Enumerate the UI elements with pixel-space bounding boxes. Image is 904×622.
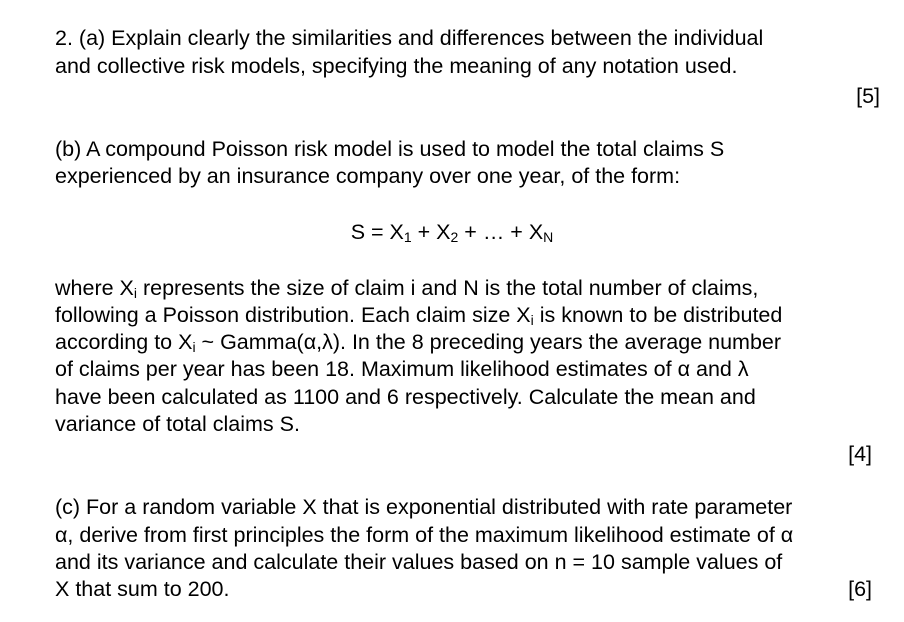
part-b-body-line-3: according to $X_i$ ~ Gamma(α,λ). In the 8 preceding years the average number xyxy=(55,330,782,355)
part-b-body-line-5: have been calculated as 1100 and 6 respectively. Calculate the mean and xyxy=(55,385,756,409)
part-c-line-2: α, derive from first principles the form of the maximum likelihood estimate of α xyxy=(55,523,794,547)
formula-lhs: S = X xyxy=(350,220,404,244)
part-b-body-line-1: where $X_i$ represents the size of claim i and N is the total number of claims, xyxy=(55,276,759,301)
part-a-marks: [5] xyxy=(856,84,880,108)
formula-term-2: + X xyxy=(411,220,451,244)
part-c-line-3: and its variance and calculate their values based on n = 10 sample values of xyxy=(55,550,783,574)
part-b-body-line-4: of claims per year has been 18. Maximum likelihood estimates of α and λ xyxy=(55,357,749,381)
part-a-line-1: 2. (a) Explain clearly the similarities and differences between the individual xyxy=(55,26,764,50)
formula-subscript-1: 1 xyxy=(403,229,412,245)
part-c-line-1: (c) For a random variable X that is exponential distributed with rate parameter xyxy=(55,495,793,519)
part-b-intro-line-1: (b) A compound Poisson risk model is used to model the total claims S xyxy=(55,137,725,161)
part-a-line-2: and collective risk models, specifying the meaning of any notation used. xyxy=(55,54,738,78)
formula-subscript-2: 2 xyxy=(450,229,459,245)
formula-ellipsis: + … + X xyxy=(458,220,544,244)
part-b-body-line-6: variance of total claims S. xyxy=(55,412,300,436)
part-b-marks: [4] xyxy=(848,442,872,466)
part-b-intro-line-2: experienced by an insurance company over one year, of the form: xyxy=(55,164,681,188)
part-c-line-4: X that sum to 200. xyxy=(55,577,230,601)
formula-subscript-n: N xyxy=(543,229,554,245)
part-c-marks: [6] xyxy=(848,577,872,601)
compound-sum-formula xyxy=(0,219,904,245)
part-b-body-line-2: following a Poisson distribution. Each claim size $X_i$ is known to be distributed xyxy=(55,303,783,328)
